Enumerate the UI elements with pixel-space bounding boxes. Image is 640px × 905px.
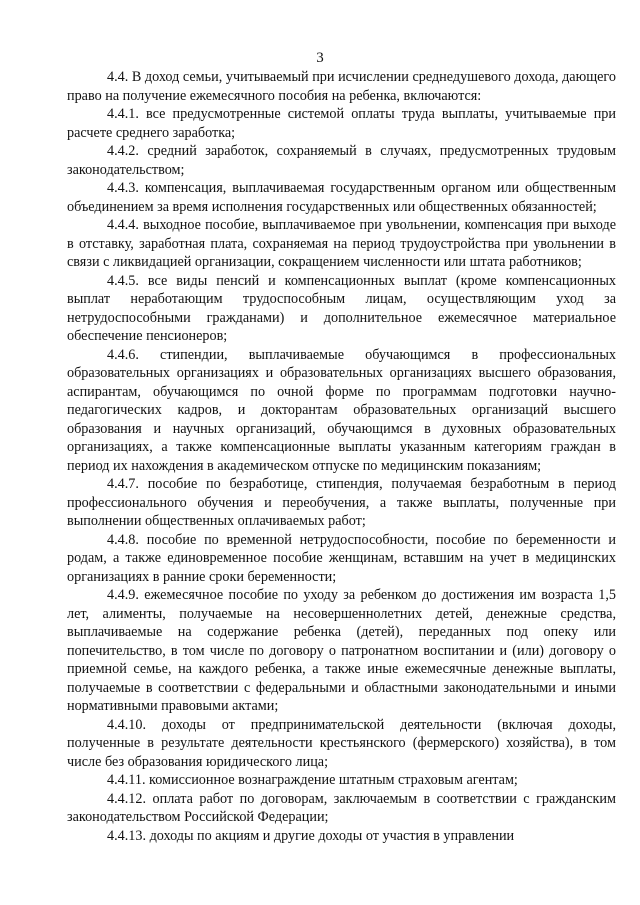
paragraph-4-4-12: 4.4.12. оплата работ по договорам, заключаемым в соответствии с гражданским законодательством Российской Федерации; (67, 790, 616, 825)
paragraph-4-4-1: 4.4.1. все предусмотренные системой оплаты труда выплаты, учитываемые при расчете среднего заработка; (67, 106, 616, 141)
paragraph-4-4-11: 4.4.11. комиссионное вознаграждение штатным страховым агентам; (107, 772, 518, 788)
paragraph-4-4-6: 4.4.6. стипендии, выплачиваемые обучающимся в профессиональных образовательных организациях и образовательных организациях высшего образования, аспирантам, обучающимся по очной форме по программам подготовки научно-педагогических кадров, и докторантам образовательных организаций высшего образования и научных организаций, обучающимся в духовных образовательных организациях, а также компенсационные выплаты указанным категориям граждан в период их нахождения в академическом отпуске по медицинским показаниям; (67, 346, 616, 474)
paragraph-4-4-10: 4.4.10. доходы от предпринимательской деятельности (включая доходы, полученные в результате деятельности крестьянского (фермерского) хозяйства), в том числе без образования юридического лица; (67, 716, 616, 770)
paragraph-4-4-4: 4.4.4. выходное пособие, выплачиваемое при увольнении, компенсация при выходе в отставку, заработная плата, сохраняемая на период трудоустройства при увольнении в связи с ликвидацией организации, сокращением численности или штата работников; (67, 217, 616, 270)
paragraph-4-4-3: 4.4.3. компенсация, выплачиваемая государственным органом или общественным объединением за время исполнения государственных или общественных обязанностей; (67, 180, 616, 215)
paragraph-4-4: 4.4. В доход семьи, учитываемый при исчислении среднедушевого дохода, дающего право на получение ежемесячного пособия на ребенка, включаются: (67, 69, 616, 104)
document-body (67, 68, 616, 845)
page-number: 3 (316, 50, 324, 66)
paragraph-4-4-2: 4.4.2. средний заработок, сохраняемый в случаях, предусмотренных трудовым законодательством; (67, 143, 616, 178)
paragraph-4-4-9: 4.4.9. ежемесячное пособие по уходу за ребенком до достижения им возраста 1,5 лет, алименты, получаемые на несовершеннолетних детей, денежные средства, выплачиваемые на содержание ребенка (детей), переданных под опеку или попечительство, в том числе по договору о патронатном воспитании и (или) договору о приемной семье, на каждого ребенка, а также иные ежемесячные денежные выплаты, получаемые в соответствии с федеральными и областными законодательными и иными нормативными правовыми актами; (67, 587, 616, 714)
paragraph-4-4-8: 4.4.8. пособие по временной нетрудоспособности, пособие по беременности и родам, а также единовременное пособие женщинам, вставшим на учет в медицинских организациях в ранние сроки беременности; (67, 531, 616, 585)
paragraph-4-4-5: 4.4.5. все виды пенсий и компенсационных выплат (кроме компенсационных выплат неработающим трудоспособным лицам, осуществляющим уход за нетрудоспособными гражданами) и дополнительное ежемесячное материальное обеспечение пенсионеров; (67, 272, 616, 344)
paragraph-4-4-7: 4.4.7. пособие по безработице, стипендия, получаемая безработным в период профессионального обучения и переобучения, а также выплаты, полученные при выполнении общественных оплачиваемых работ; (67, 476, 616, 529)
paragraph-4-4-13: 4.4.13. доходы по акциям и другие доходы от участия в управлении (107, 827, 515, 844)
